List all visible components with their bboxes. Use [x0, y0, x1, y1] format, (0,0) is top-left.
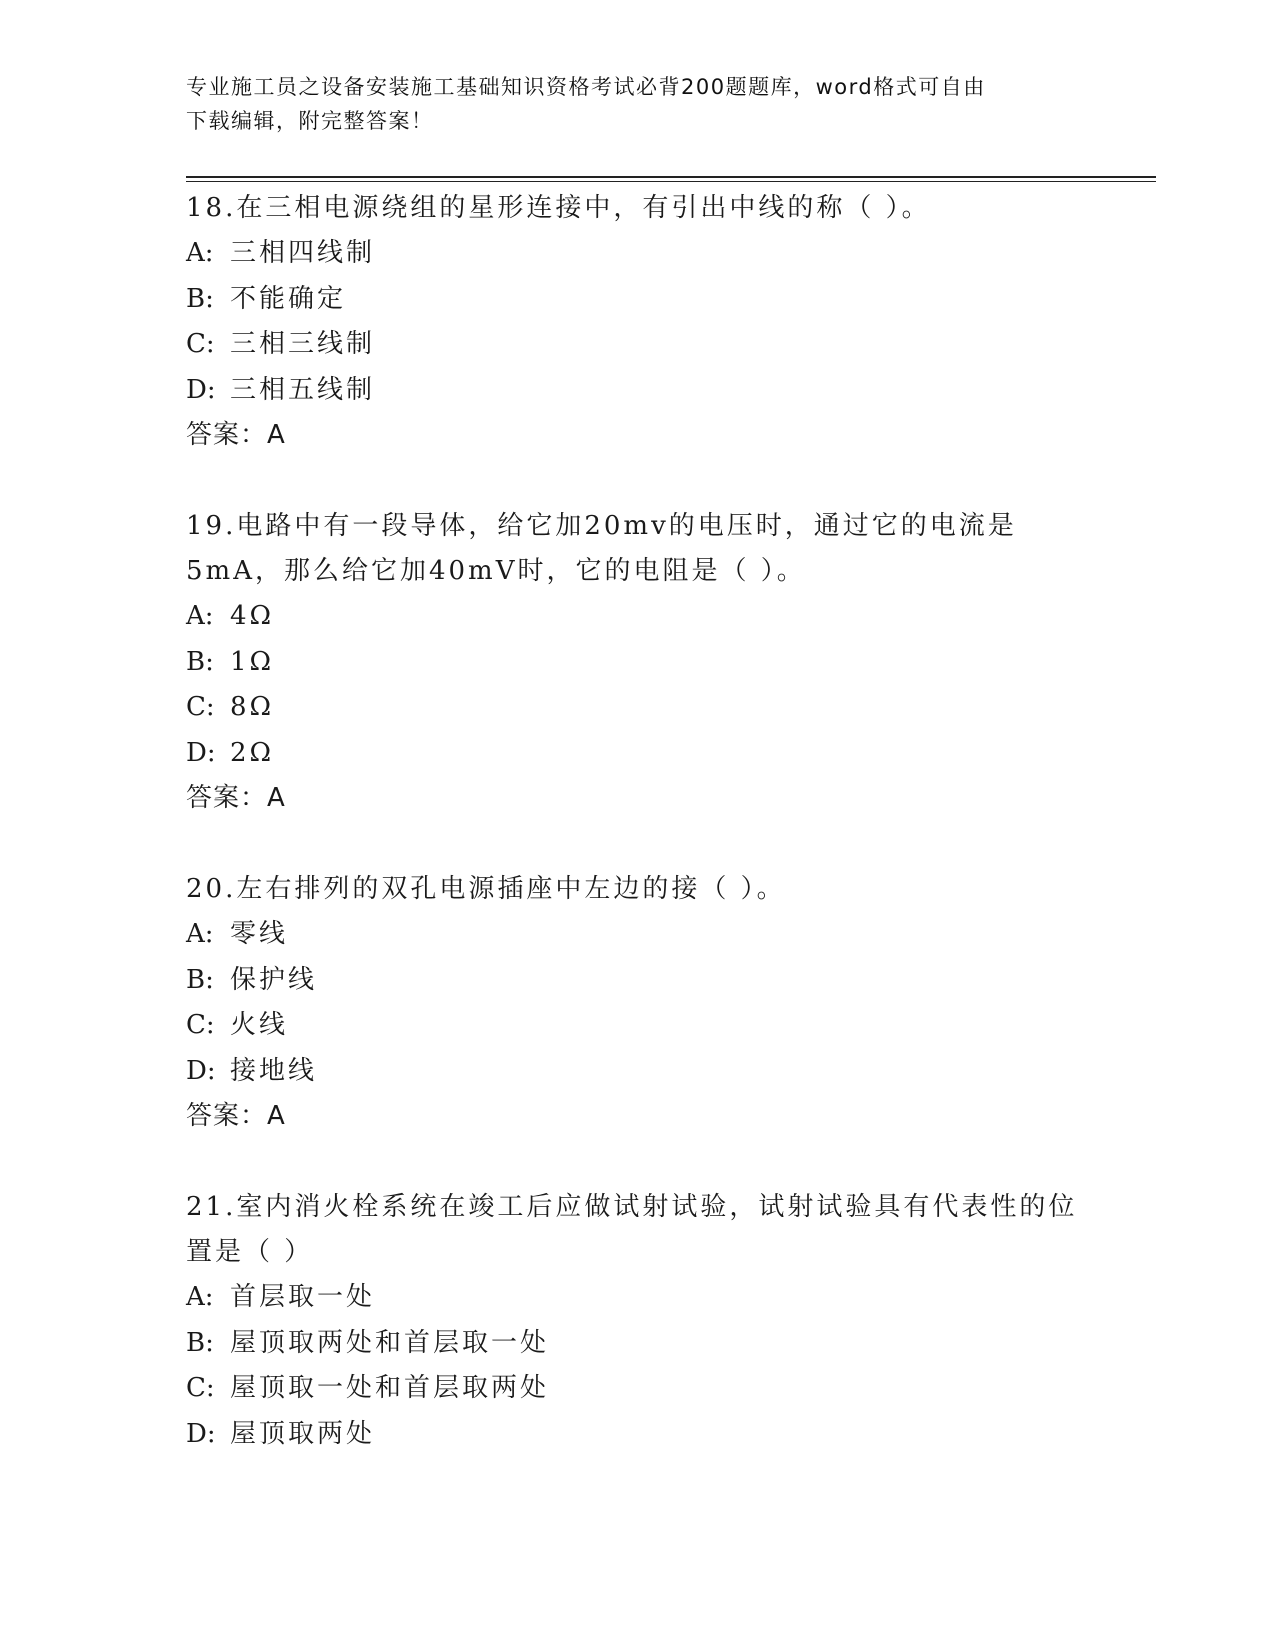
option-text: 三相三线制: [230, 329, 376, 359]
option-text: 1Ω: [230, 646, 275, 677]
option-text: 接地线: [230, 1055, 318, 1086]
option-text: 保护线: [230, 964, 318, 995]
question-stem: 21.室内消火栓系统在竣工后应做试射试验，试射试验具有代表性的位置是（ ）: [186, 1192, 1078, 1267]
option-letter: A:: [186, 238, 214, 268]
option-text: 三相五线制: [230, 374, 376, 405]
option-text: 屋顶取两处和首层取一处: [230, 1327, 550, 1358]
option-letter: A:: [186, 601, 214, 631]
question-20: [186, 867, 1086, 1139]
option-letter: D:: [186, 737, 216, 768]
option-letter: A:: [186, 1282, 214, 1312]
option-text: 屋顶取两处: [230, 1418, 376, 1449]
option-a: [186, 912, 1086, 958]
question-19: [186, 504, 1086, 821]
option-letter: D:: [186, 1418, 216, 1449]
option-letter: B:: [186, 283, 214, 314]
option-letter: B:: [186, 1327, 214, 1358]
question-stem: 20.左右排列的双孔电源插座中左边的接（ ）。: [186, 874, 786, 904]
question-stem: 19.电路中有一段导体，给它加20mv的电压时，通过它的电流是5mA，那么给它加40mV时，它的电阻是（ ）。: [186, 511, 1017, 586]
question-18: [186, 186, 1086, 458]
option-d: [186, 1412, 1086, 1458]
option-text: 三相四线制: [230, 238, 376, 268]
option-text: 不能确定: [230, 283, 347, 314]
answer-line: 答案：A: [186, 783, 286, 813]
option-b: [186, 277, 1086, 323]
option-text: 4Ω: [230, 601, 275, 631]
option-letter: B:: [186, 964, 214, 995]
option-d: [186, 368, 1086, 414]
option-b: [186, 1321, 1086, 1367]
option-text: 零线: [230, 919, 289, 949]
option-text: 首层取一处: [230, 1282, 376, 1312]
option-a: [186, 1275, 1086, 1321]
option-c: [186, 1003, 1086, 1049]
option-letter: C:: [186, 1010, 215, 1040]
header-line-2: 下载编辑，附完整答案！: [186, 109, 434, 133]
option-text: 火线: [230, 1010, 289, 1040]
option-text: 屋顶取一处和首层取两处: [230, 1373, 550, 1403]
option-text: 2Ω: [230, 737, 275, 768]
option-d: [186, 1049, 1086, 1095]
header-divider-thick: [186, 176, 1156, 178]
option-text: 8Ω: [230, 692, 275, 722]
header-line-1: 专业施工员之设备安装施工基础知识资格考试必背200题题库，word格式可自由: [186, 75, 986, 99]
option-c: [186, 1366, 1086, 1412]
option-a: [186, 231, 1086, 277]
answer-line: 答案：A: [186, 1101, 286, 1131]
option-letter: C:: [186, 1373, 215, 1403]
option-c: [186, 685, 1086, 731]
option-letter: B:: [186, 646, 214, 677]
option-b: [186, 958, 1086, 1004]
header-divider-thin: [186, 181, 1156, 182]
option-letter: D:: [186, 1055, 216, 1086]
option-letter: C:: [186, 692, 215, 722]
option-a: [186, 594, 1086, 640]
answer-line: 答案：A: [186, 420, 286, 450]
option-c: [186, 322, 1086, 368]
question-stem: 18.在三相电源绕组的星形连接中，有引出中线的称（ ）。: [186, 193, 931, 223]
option-b: [186, 640, 1086, 686]
question-21: [186, 1185, 1086, 1457]
question-list: [186, 186, 1086, 1503]
option-letter: C:: [186, 329, 215, 359]
option-letter: A:: [186, 919, 214, 949]
option-letter: D:: [186, 374, 216, 405]
document-header: [186, 70, 1086, 138]
option-d: [186, 731, 1086, 777]
